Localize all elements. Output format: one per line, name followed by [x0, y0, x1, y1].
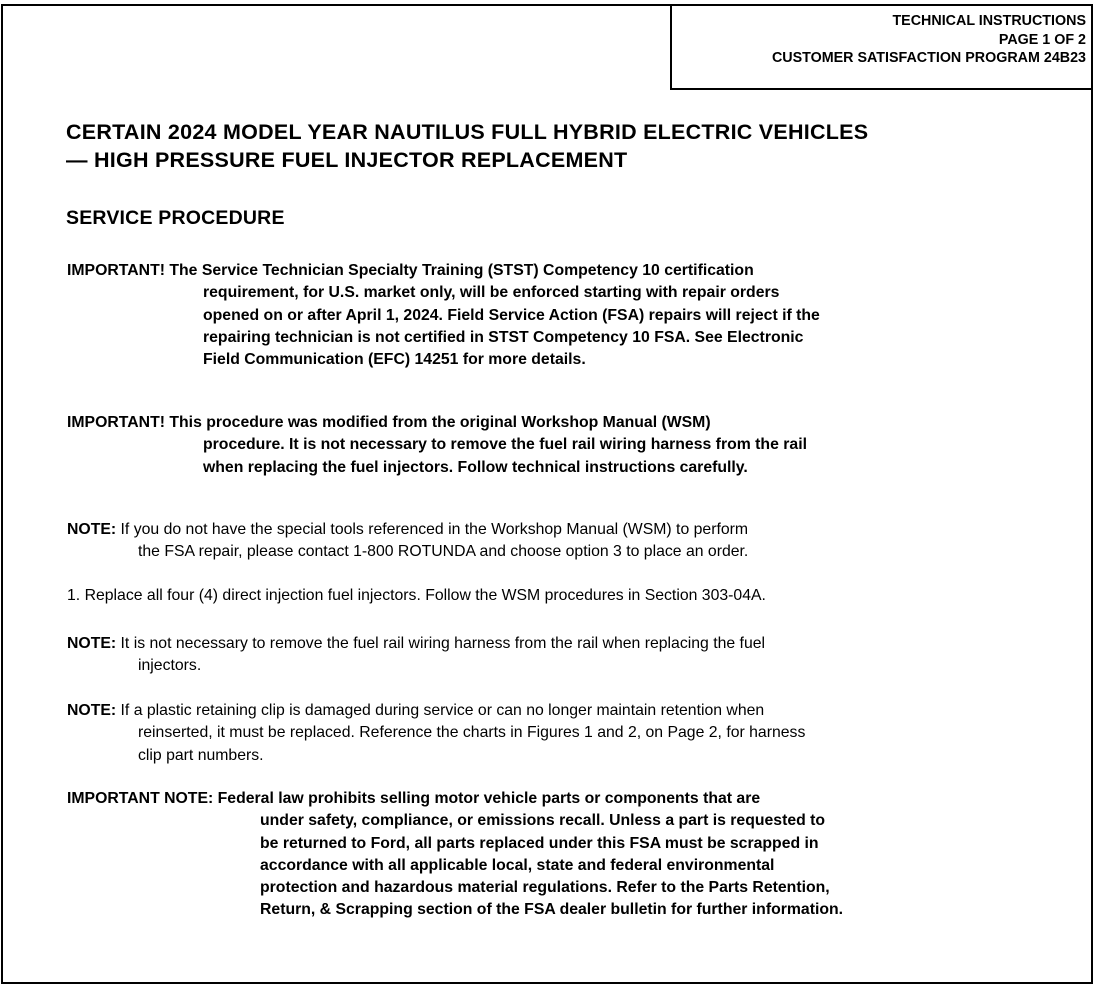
important-note-text-line: be returned to Ford, all parts replaced under this FSA must be scrapped in	[260, 834, 819, 852]
note-label: NOTE:	[67, 521, 117, 538]
header-page-number: PAGE 1 OF 2	[998, 31, 1086, 48]
important-text-line: The Service Technician Specialty Training (STST) Competency 10 certification	[169, 262, 754, 279]
note-text-line: reinserted, it must be replaced. Reference the charts in Figures 1 and 2, on Page 2, for harness	[138, 724, 806, 742]
section-heading: SERVICE PROCEDURE	[66, 207, 285, 229]
important-text-line: opened on or after April 1, 2024. Field Service Action (FSA) repairs will reject if the	[203, 306, 820, 324]
header-doc-type: TECHNICAL INSTRUCTIONS	[892, 13, 1086, 29]
important-note-label: IMPORTANT NOTE:	[67, 790, 214, 807]
note-text-line: injectors.	[138, 657, 202, 675]
important-text-line: requirement, for U.S. market only, will be enforced starting with repair orders	[203, 284, 780, 302]
note-label: NOTE:	[67, 635, 117, 652]
note-block-3	[67, 700, 805, 767]
important-note-text-line: protection and hazardous material regulations. Refer to the Parts Retention,	[260, 879, 830, 897]
header-program: CUSTOMER SATISFACTION PROGRAM 24B23	[771, 50, 1086, 67]
important-text-line: repairing technician is not certified in STST Competency 10 FSA. See Electronic	[203, 328, 804, 346]
important-text-line: when replacing the fuel injectors. Follow technical instructions carefully.	[203, 458, 748, 476]
important-text-line: Field Communication (EFC) 14251 for more details.	[203, 351, 586, 369]
note-text-line: If you do not have the special tools referenced in the Workshop Manual (WSM) to perform	[120, 521, 749, 538]
step-1: 1. Replace all four (4) direct injection fuel injectors. Follow the WSM procedures in Section 303-04A.	[67, 587, 766, 604]
note-text-line: It is not necessary to remove the fuel rail wiring harness from the rail when replacing the fuel	[120, 635, 766, 652]
note-text-line: If a plastic retaining clip is damaged during service or can no longer maintain retention when	[120, 702, 765, 719]
important-note-text-line: Return, & Scrapping section of the FSA dealer bulletin for further information.	[260, 901, 844, 919]
important-note-text-line: accordance with all applicable local, state and federal environmental	[260, 856, 775, 874]
important-note-block	[67, 788, 843, 922]
title-line-1: CERTAIN 2024 MODEL YEAR NAUTILUS FULL HYBRID ELECTRIC VEHICLES	[66, 120, 869, 144]
important-label: IMPORTANT!	[67, 262, 165, 279]
important-text-line: This procedure was modified from the original Workshop Manual (WSM)	[169, 414, 711, 431]
document-page	[1, 4, 1093, 984]
important-block-2	[67, 412, 807, 479]
important-block-1	[67, 260, 820, 371]
title-line-2: — HIGH PRESSURE FUEL INJECTOR REPLACEMENT	[66, 148, 628, 172]
note-text-line: the FSA repair, please contact 1-800 ROTUNDA and choose option 3 to place an order.	[138, 543, 749, 561]
important-text-line: procedure. It is not necessary to remove the fuel rail wiring harness from the rail	[203, 436, 807, 454]
note-block-1	[67, 519, 748, 564]
page-title	[66, 118, 1056, 174]
important-note-text-line: Federal law prohibits selling motor vehicle parts or components that are	[217, 790, 761, 807]
note-block-2	[67, 633, 765, 678]
header-box	[670, 4, 1093, 90]
important-note-text-line: under safety, compliance, or emissions recall. Unless a part is requested to	[260, 812, 826, 830]
important-label: IMPORTANT!	[67, 414, 165, 431]
note-label: NOTE:	[67, 702, 117, 719]
note-text-line: clip part numbers.	[138, 746, 264, 764]
